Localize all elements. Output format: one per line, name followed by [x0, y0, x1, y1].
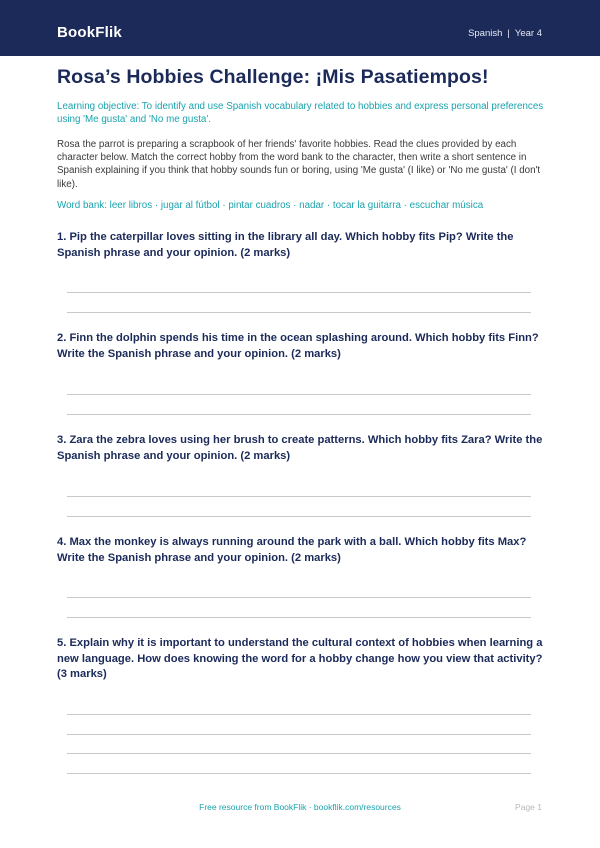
page-number: Page 1	[515, 802, 542, 812]
learning-objective: Learning objective: To identify and use Spanish vocabulary related to hobbies and express personal preferences using 'Me gusta' and 'No me gusta'.	[57, 101, 544, 125]
question-5: 5. Explain why it is important to understand the cultural context of hobbies when learning a new language. How does knowing the word for a hobby change how you view that activity? (3 marks)	[57, 637, 543, 680]
answer-line[interactable]	[67, 496, 531, 497]
answer-line[interactable]	[67, 753, 531, 754]
footer-resource-link[interactable]: Free resource from BookFlik · bookflik.com/resources	[199, 802, 401, 812]
meta-separator: |	[507, 28, 510, 39]
worksheet-title: Rosa’s Hobbies Challenge: ¡Mis Pasatiempos!	[57, 66, 489, 88]
word-bank: Word bank: leer libros · jugar al fútbol · pintar cuadros · nadar · tocar la guitarra · escuchar música	[57, 200, 484, 211]
question-1: 1. Pip the caterpillar loves sitting in the library all day. Which hobby fits Pip? Write the Spanish phrase and your opinion. (2 marks)	[57, 231, 514, 259]
subject-year-label	[468, 28, 542, 39]
question-2: 2. Finn the dolphin spends his time in the ocean splashing around. Which hobby fits Finn? Write the Spanish phrase and your opinion. (2 marks)	[57, 332, 539, 360]
answer-line[interactable]	[67, 597, 531, 598]
answer-line[interactable]	[67, 516, 531, 517]
question-3: 3. Zara the zebra loves using her brush to create patterns. Which hobby fits Zara? Write the Spanish phrase and your opinion. (2 marks)	[57, 434, 543, 462]
answer-line[interactable]	[67, 734, 531, 735]
subject-label: Spanish	[468, 28, 503, 39]
question-4: 4. Max the monkey is always running around the park with a ball. Which hobby fits Max? Write the Spanish phrase and your opinion. (2 marks)	[57, 536, 527, 564]
answer-line[interactable]	[67, 414, 531, 415]
answer-line[interactable]	[67, 292, 531, 293]
answer-line[interactable]	[67, 617, 531, 618]
brand-logo: BookFlik	[57, 24, 122, 41]
year-label: Year 4	[514, 28, 542, 39]
page-header	[0, 0, 600, 56]
answer-line[interactable]	[67, 773, 531, 774]
answer-line[interactable]	[67, 312, 531, 313]
instructions-text: Rosa the parrot is preparing a scrapbook of her friends' favorite hobbies. Read the clues provided by each character below. Match the correct hobby from the word bank to the character, then write a short sentence in Spanish explaining if you think that hobby sounds fun or boring, using 'Me gusta' (I like) or 'No me gusta' (I don't like).	[57, 139, 541, 190]
answer-line[interactable]	[67, 394, 531, 395]
answer-line[interactable]	[67, 714, 531, 715]
